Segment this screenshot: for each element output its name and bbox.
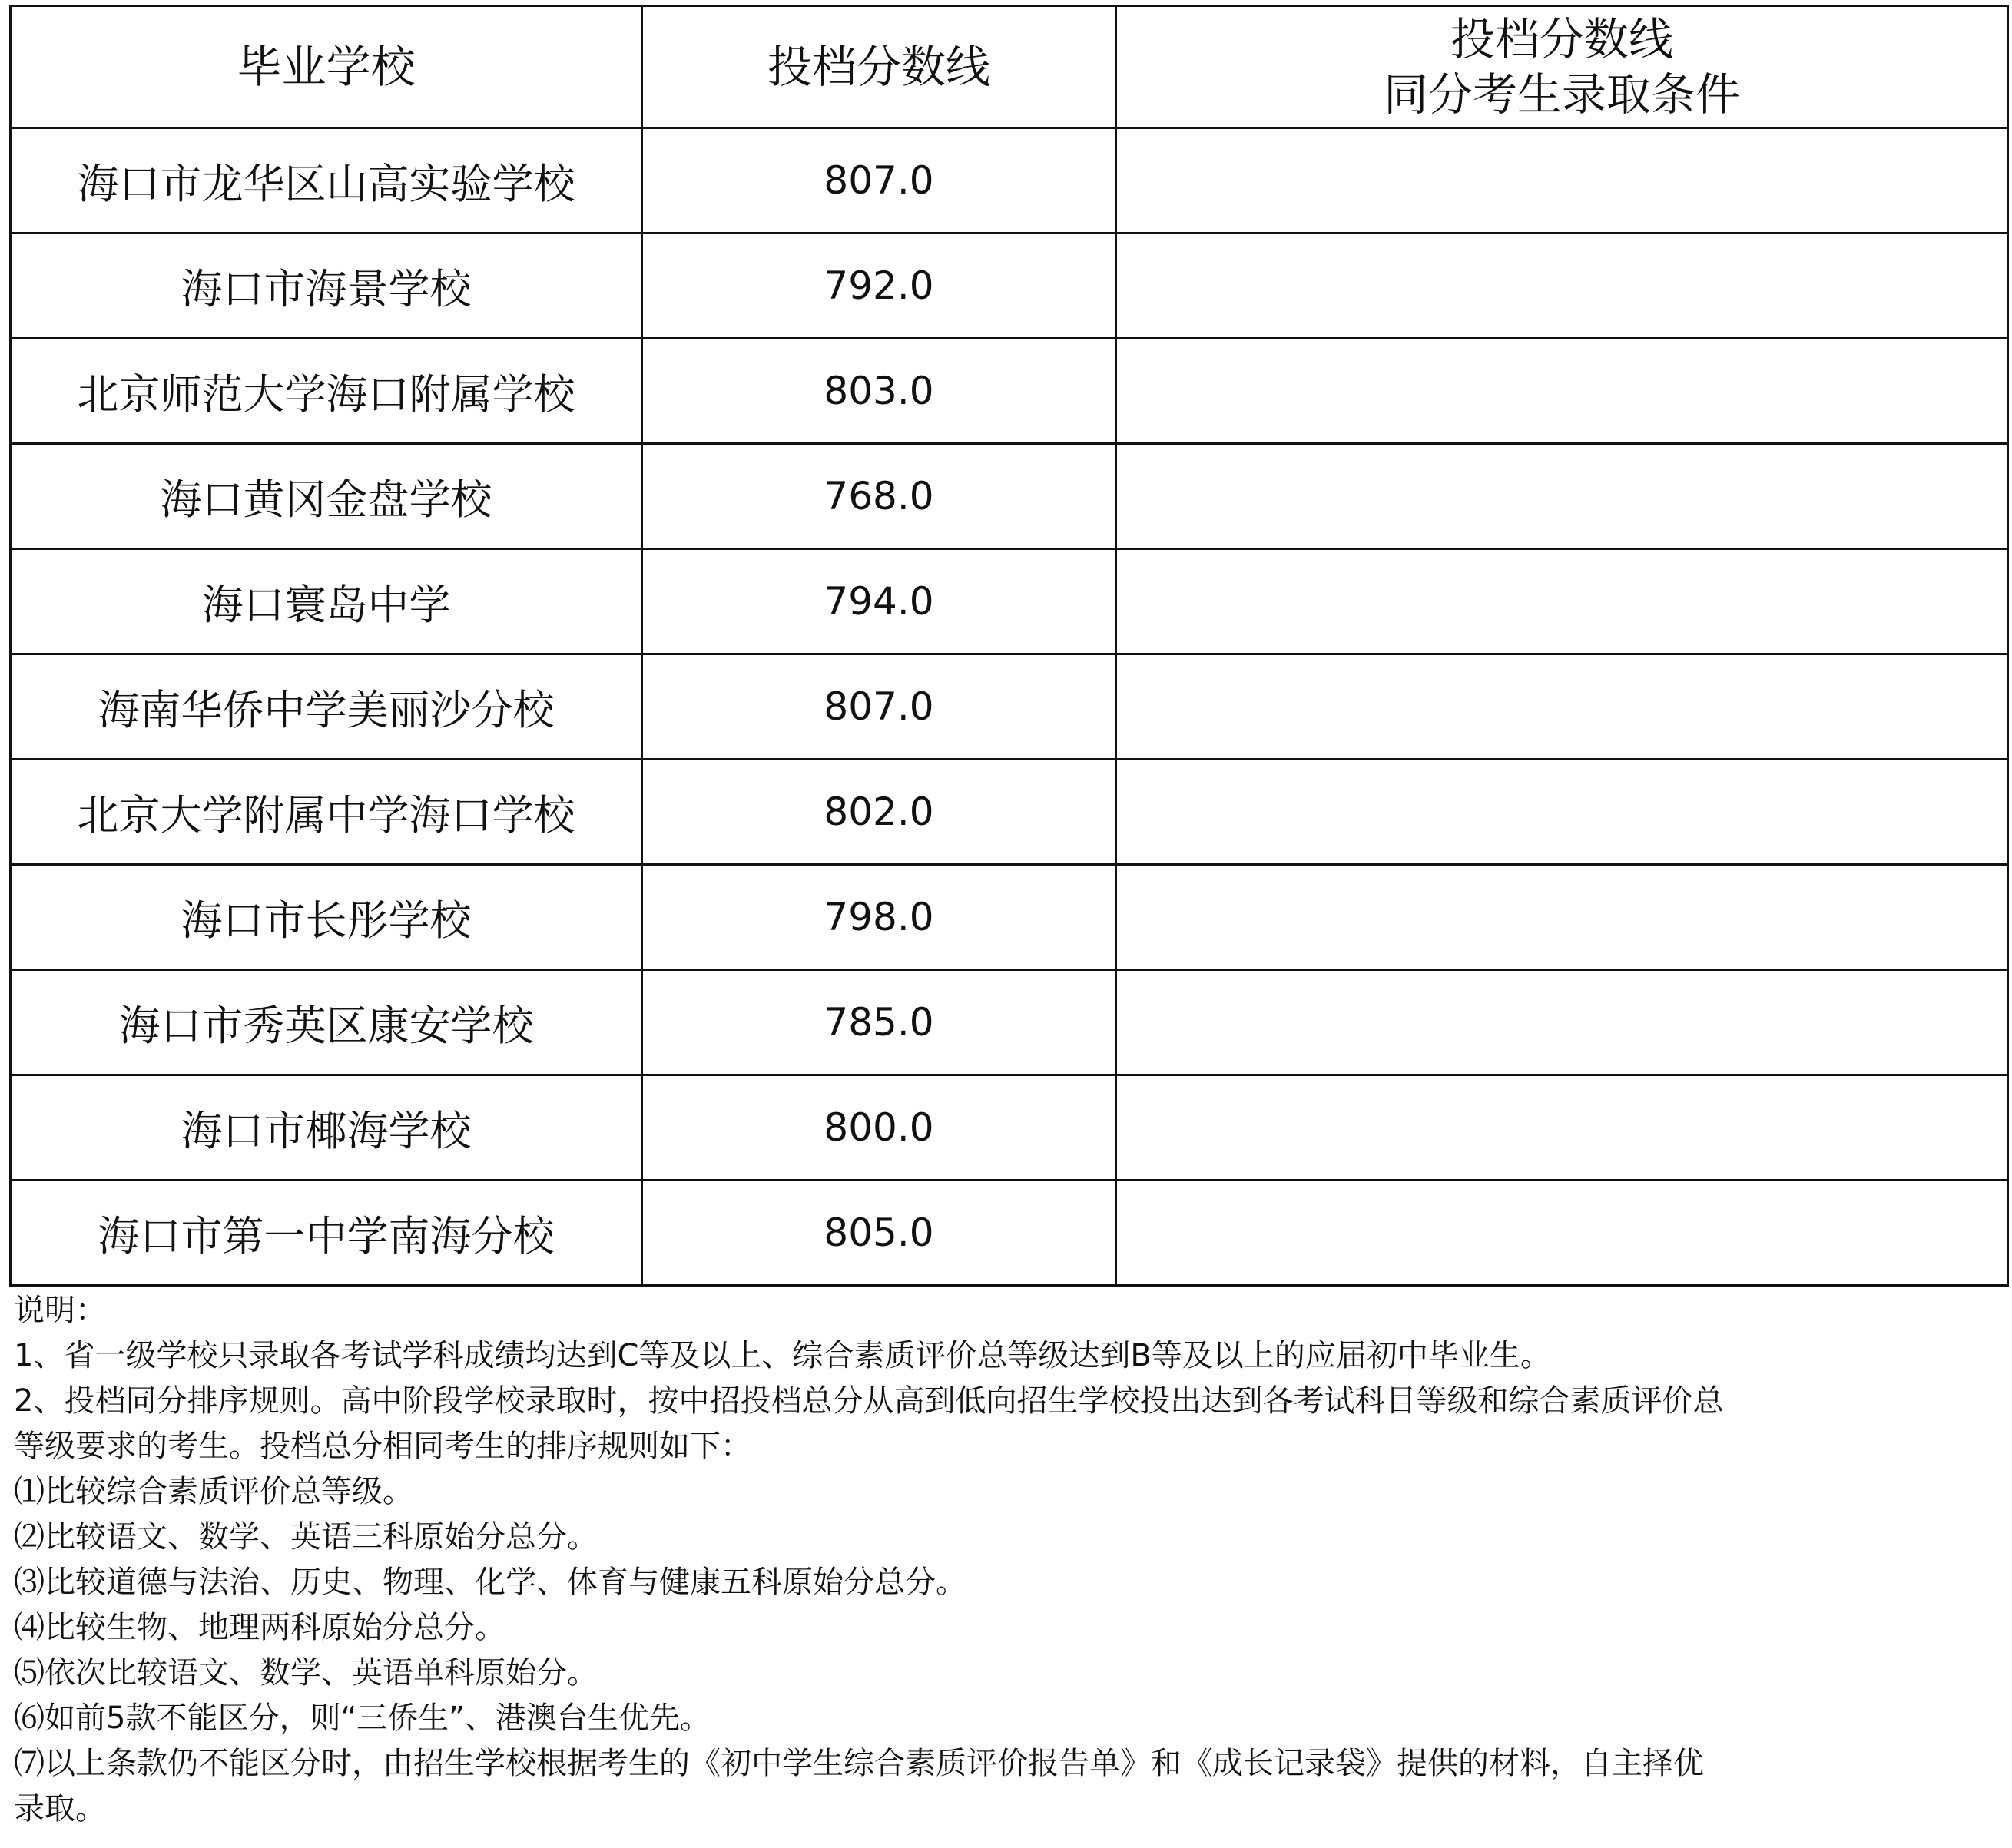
tie-condition-cell — [1116, 970, 2008, 1075]
header-tie-line-1: 投档分数线 — [1450, 13, 1673, 65]
school-name-cell: 海口市长彤学校 — [11, 865, 642, 970]
tie-condition-cell — [1116, 549, 2008, 654]
table-row — [11, 128, 2008, 233]
school-name-cell: 海口市椰海学校 — [11, 1075, 642, 1181]
note-line: ⑶比较道德与法治、历史、物理、化学、体育与健康五科原始分总分。 — [14, 1565, 966, 1600]
score-cell: 768.0 — [642, 444, 1116, 549]
score-cell: 802.0 — [642, 760, 1116, 865]
school-name-cell: 北京大学附属中学海口学校 — [11, 760, 642, 865]
notes-title: 说明： — [14, 1293, 106, 1328]
score-cell: 805.0 — [642, 1181, 1116, 1286]
header-tie-condition — [1116, 6, 2008, 128]
score-cell: 807.0 — [642, 654, 1116, 760]
school-name-cell: 海口黄冈金盘学校 — [11, 444, 642, 549]
admission-sheet — [9, 5, 2007, 1832]
note-line: ⑵比较语文、数学、英语三科原始分总分。 — [14, 1519, 598, 1555]
table-row — [11, 1075, 2008, 1181]
school-name-cell: 海南华侨中学美丽沙分校 — [11, 654, 642, 760]
table-row — [11, 1181, 2008, 1286]
score-cell: 785.0 — [642, 970, 1116, 1075]
note-line: ⑸依次比较语文、数学、英语单科原始分。 — [14, 1655, 598, 1691]
note-line: ⑴比较综合素质评价总等级。 — [14, 1474, 413, 1509]
tie-condition-cell — [1116, 760, 2008, 865]
table-row — [11, 444, 2008, 549]
score-cell: 800.0 — [642, 1075, 1116, 1181]
score-cell: 807.0 — [642, 128, 1116, 233]
school-name-cell: 北京师范大学海口附属学校 — [11, 339, 642, 444]
score-table — [9, 5, 2009, 1287]
table-row — [11, 865, 2008, 970]
score-cell: 794.0 — [642, 549, 1116, 654]
tie-condition-cell — [1116, 128, 2008, 233]
table-row — [11, 970, 2008, 1075]
table-header-row — [11, 6, 2008, 128]
school-name-cell: 海口市第一中学南海分校 — [11, 1181, 642, 1286]
note-line: ⑹如前5款不能区分，则“三侨生”、港澳台生优先。 — [14, 1701, 711, 1736]
school-name-cell: 海口市龙华区山高实验学校 — [11, 128, 642, 233]
tie-condition-cell — [1116, 654, 2008, 760]
header-score: 投档分数线 — [642, 6, 1116, 128]
tie-condition-cell — [1116, 233, 2008, 339]
tie-condition-cell — [1116, 1075, 2008, 1181]
school-name-cell: 海口市海景学校 — [11, 233, 642, 339]
table-row — [11, 339, 2008, 444]
note-line: 录取。 — [14, 1791, 106, 1826]
notes-section — [9, 1288, 2007, 1832]
tie-condition-cell — [1116, 444, 2008, 549]
table-row — [11, 549, 2008, 654]
tie-condition-cell — [1116, 865, 2008, 970]
school-name-cell: 海口寰岛中学 — [11, 549, 642, 654]
header-tie-line-2: 同分考生录取条件 — [1383, 68, 1740, 121]
score-cell: 792.0 — [642, 233, 1116, 339]
table-row — [11, 654, 2008, 760]
score-cell: 803.0 — [642, 339, 1116, 444]
table-row — [11, 233, 2008, 339]
school-name-cell: 海口市秀英区康安学校 — [11, 970, 642, 1075]
note-line: ⑺以上条款仍不能区分时，由招生学校根据考生的《初中学生综合素质评价报告单》和《成长记录袋》提供的材料，自主择优 — [14, 1746, 1704, 1781]
tie-condition-cell — [1116, 1181, 2008, 1286]
header-school: 毕业学校 — [11, 6, 642, 128]
tie-condition-cell — [1116, 339, 2008, 444]
note-line: ⑷比较生物、地理两科原始分总分。 — [14, 1610, 505, 1645]
score-cell: 798.0 — [642, 865, 1116, 970]
note-line: 2、投档同分排序规则。高中阶段学校录取时，按中招投档总分从高到低向招生学校投出达到各考试科目等级和综合素质评价总 — [14, 1383, 1724, 1419]
note-line: 1、省一级学校只录取各考试学科成绩均达到C等及以上、综合素质评价总等级达到B等及以上的应届初中毕业生。 — [14, 1338, 1551, 1373]
note-line: 等级要求的考生。投档总分相同考生的排序规则如下： — [14, 1429, 751, 1464]
table-row — [11, 760, 2008, 865]
